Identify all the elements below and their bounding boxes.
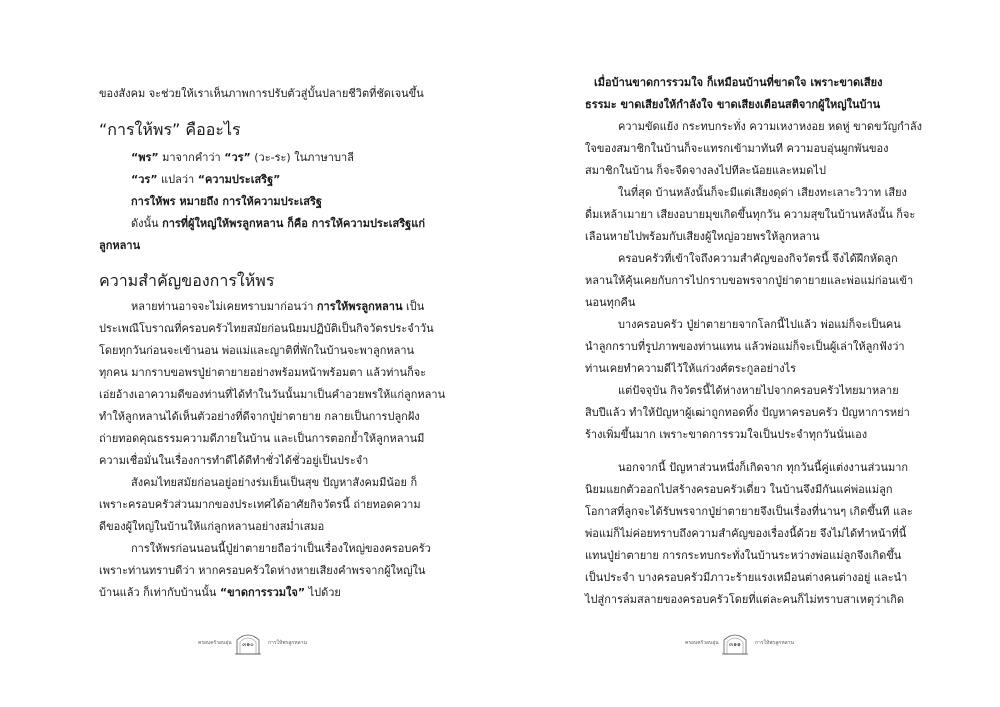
body-line: เพราะครอบครัวส่วนมากของประเทศได้อาศัยกิจวัตรนี้ ถ่ายทอดความ <box>99 498 421 511</box>
body-line: สิบปีแล้ว ทำให้ปัญหาผู้เฒ่าถูกทอดทิ้ง ปัญหาครอบครัว ปัญหาการหย่า <box>585 406 910 419</box>
body-line: หลานให้คุ้นเคยกับการไปกราบขอพรจากปู่ย่าตายายและพ่อแม่ก่อนเข้า <box>585 274 914 287</box>
body-line: ทำให้ลูกหลานได้เห็นตัวอย่างที่ดีจากปู่ย่าตายาย กลายเป็นการปลูกฝัง <box>99 410 420 423</box>
body-text: หลายท่านอาจจะไม่เคยทราบมาก่อนว่า <box>131 300 317 313</box>
body-text: เป็น <box>402 300 425 313</box>
right-page <box>500 0 1000 707</box>
body-line: ความขัดแย้ง กระทบกระทั่ง ความเหงาหงอย หดหู่ ขาดขวัญกำลัง <box>618 120 923 133</box>
body-line: เพราะท่านทราบดีว่า หากครอบครัวใดห่างหายเสียงคำพรจากผู้ใหญ่ใน <box>99 564 426 577</box>
def-term: “ความประเสริฐ” <box>197 173 281 186</box>
body-line: พ่อแม่ก็ไม่ค่อยทราบถึงความสำคัญของเรื่องนี้ด้วย จึงไม่ได้ทำหน้าที่นี้ <box>585 527 907 540</box>
body-line: การให้พรก่อนนอนนี้ปู่ย่าตายายถือว่าเป็นเรื่องใหญ่ของครอบครัว <box>131 542 431 555</box>
page-number-emblem-icon <box>721 631 749 655</box>
body-line: ดีของผู้ใหญ่ในบ้านให้แก่ลูกหลานอย่างสม่ำเสมอ <box>99 520 325 533</box>
body-line: สังคมไทยสมัยก่อนอยู่อย่างร่มเย็นเป็นสุข ปัญหาสังคมมีน้อย ก็ <box>131 476 418 489</box>
body-text: ไปด้วย <box>305 586 341 599</box>
def-bold: การที่ผู้ใหญ่ให้พรลูกหลาน ก็คือ การให้ความประเสริฐแก่ <box>162 217 425 230</box>
def-term: “วร” <box>224 151 251 164</box>
def-text: ดังนั้น <box>131 217 163 230</box>
body-line: แทนปู่ย่าตายาย การกระทบกระทั่งในบ้านระหว่างพ่อแม่ลูกจึงเกิดขึ้น <box>585 549 902 562</box>
bold-heading-line: เมื่อบ้านขาดการรวมใจ ก็เหมือนบ้านที่ขาดใจ เพราะขาดเสียง <box>594 76 883 89</box>
body-bold: การให้พรลูกหลาน <box>316 300 403 313</box>
page-number: ๓๑๐ <box>242 641 254 648</box>
footer-book-title: ครอบครัวอบอุ่น <box>685 640 719 646</box>
heading-what-is-blessing: “การให้พร” คืออะไร <box>99 120 241 139</box>
body-line <box>99 586 341 600</box>
def-text: มาจากคำว่า <box>158 151 225 164</box>
bold-heading-line: ธรรมะ ขาดเสียงให้กำลังใจ ขาดเสียงเตือนสติจากผู้ใหญ่ในบ้าน <box>585 98 881 111</box>
body-line: นิยมแยกตัวออกไปสร้างครอบครัวเดี่ยว ในบ้านจึงมีกันแค่พ่อแม่ลูก <box>585 483 893 496</box>
definition-line: ลูกหลาน <box>99 239 141 252</box>
body-line: นอกจากนี้ ปัญหาส่วนหนึ่งก็เกิดจาก ทุกวันนี้คู่แต่งงานส่วนมาก <box>618 461 909 474</box>
def-text: แปลว่า <box>157 173 198 186</box>
footer-book-title: ครอบครัวอบอุ่น <box>198 640 232 646</box>
intro-line: ของสังคม จะช่วยให้เราเห็นภาพการปรับตัวสู่บั้นปลายชีวิตที่ชัดเจนขึ้น <box>99 87 424 100</box>
body-line: ในที่สุด บ้านหลังนั้นก็จะมีแต่เสียงดุด่า เสียงทะเลาะวิวาท เสียง <box>618 186 907 199</box>
def-term: “พร” <box>131 151 159 164</box>
body-line: ร้างเพิ่มขึ้นมาก เพราะขาดการรวมใจเป็นประจำทุกวันนั่นเอง <box>585 428 868 441</box>
body-line: ทุกคน มากราบขอพรปู่ย่าตายายอย่างพร้อมหน้าพร้อมตา แล้วท่านก็จะ <box>99 366 427 379</box>
page-number-emblem-icon <box>234 631 262 655</box>
page-footer <box>685 631 825 655</box>
page-footer <box>198 631 338 655</box>
body-line: นอนทุกคืน <box>585 296 636 309</box>
body-line: แต่ปัจจุบัน กิจวัตรนี้ได้ห่างหายไปจากครอบครัวไทยมาหลาย <box>618 384 899 397</box>
body-line: ไปสู่การล่มสลายของครอบครัวโดยที่แต่ละคนก็ไม่ทราบสาเหตุว่าเกิด <box>585 593 905 606</box>
footer-chapter-title: การให้พรลูกหลาน <box>268 640 307 646</box>
body-line: โอกาสที่ลูกจะได้รับพรจากปู่ย่าตายายจึงเป็นเรื่องที่นานๆ เกิดขึ้นที และ <box>585 505 913 518</box>
def-text: (วะ-ระ) ในภาษาบาลี <box>250 151 354 164</box>
body-line: เอ่ยอ้างเอาความดีของท่านที่ได้ทำในวันนั้นมาเป็นคำอวยพรให้แก่ลูกหลาน <box>99 388 446 401</box>
body-line: ใจของสมาชิกในบ้านก็จะแทรกเข้ามาทันที ความอบอุ่นผูกพันของ <box>585 142 889 155</box>
body-line: ครอบครัวที่เข้าใจถึงความสำคัญของกิจวัตรนี้ จึงได้ฝึกหัดลูก <box>618 252 898 265</box>
def-term: “วร” <box>131 173 158 186</box>
body-line: สมาชิกในบ้าน ก็จะจืดจางลงไปทีละน้อยและหมดไป <box>585 164 826 177</box>
definition-line <box>131 217 425 231</box>
body-line: โดยทุกวันก่อนจะเข้านอน พ่อแม่และญาติที่พักในบ้านจะพาลูกหลาน <box>99 344 415 357</box>
body-line <box>131 300 424 314</box>
body-bold: “ขาดการรวมใจ” <box>219 586 306 599</box>
definition-line <box>131 173 280 187</box>
definition-line: การให้พร หมายถึง การให้ความประเสริฐ <box>131 195 322 208</box>
page-number: ๓๑๑ <box>729 641 741 648</box>
heading-importance: ความสำคัญของการให้พร <box>99 271 275 290</box>
footer-chapter-title: การให้พรลูกหลาน <box>755 640 794 646</box>
body-line: ท่านเคยทำความดีไว้ให้แก่วงศ์ตระกูลอย่างไร <box>585 362 797 375</box>
body-text: บ้านแล้ว ก็เท่ากับบ้านนั้น <box>99 586 220 599</box>
body-line: เลือนหายไปพร้อมกับเสียงผู้ใหญ่อวยพรให้ลูกหลาน <box>585 230 820 243</box>
definition-line <box>131 151 354 165</box>
body-line: ดื่มเหล้าเมายา เสียงอบายมุขเกิดขึ้นทุกวัน ความสุขในบ้านหลังนั้น ก็จะ <box>585 208 916 221</box>
body-line: บางครอบครัว ปู่ย่าตายายจากโลกนี้ไปแล้ว พ่อแม่ก็จะเป็นคน <box>618 318 901 331</box>
body-line: เป็นประจำ บางครอบครัวมีภาวะร้ายแรงเหมือนต่างคนต่างอยู่ และนำ <box>585 571 908 584</box>
body-line: ประเพณีโบราณที่ครอบครัวไทยสมัยก่อนนิยมปฏิบัติเป็นกิจวัตรประจำวัน <box>99 322 434 335</box>
body-line: ความเชื่อมั่นในเรื่องการทำดีได้ดีทำชั่วได้ชั่วอยู่เป็นประจำ <box>99 454 369 467</box>
body-line: นำลูกกราบที่รูปภาพของท่านแทน แล้วพ่อแม่ก็จะเป็นผู้เล่าให้ลูกฟังว่า <box>585 340 905 353</box>
body-line: ถ่ายทอดคุณธรรมความดีภายในบ้าน และเป็นการตอกย้ำให้ลูกหลานมี <box>99 432 425 445</box>
